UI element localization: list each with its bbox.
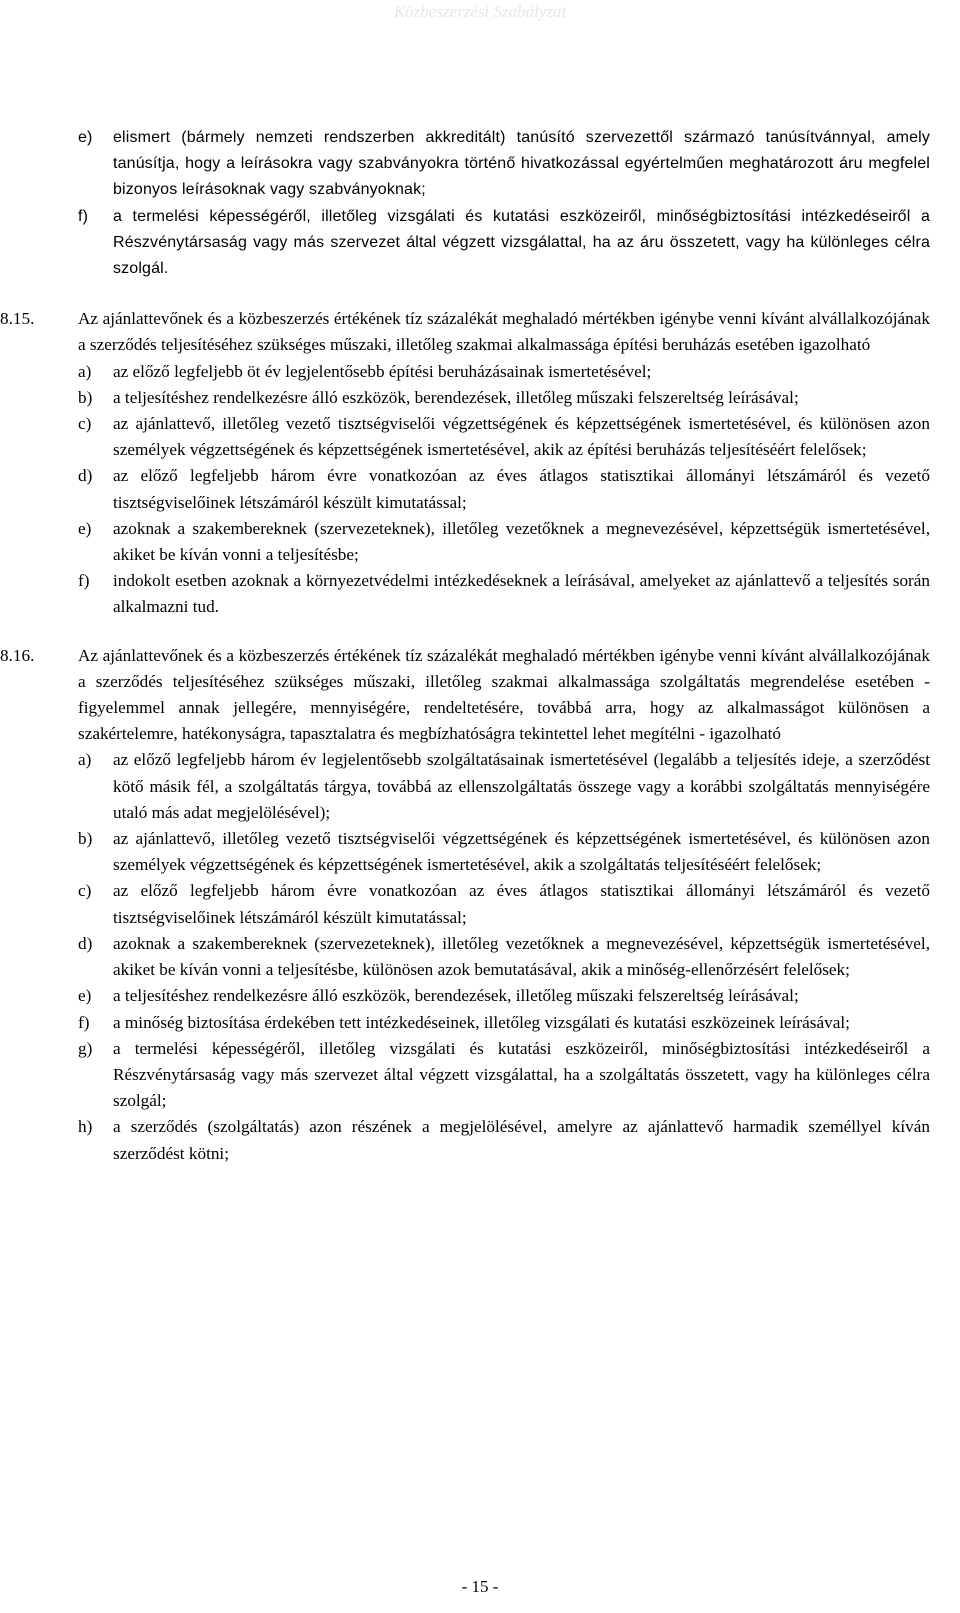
item-label: c): [78, 881, 92, 901]
section-number: 8.16.: [0, 645, 35, 665]
list-item: [78, 1036, 930, 1115]
section-intro: [0, 306, 930, 358]
list-item: [78, 125, 930, 204]
item-label: d): [78, 933, 93, 953]
item-text: az előző legfeljebb öt év legjelentősebb építési beruházásainak ismertetésével;: [113, 361, 652, 381]
item-label: g): [78, 1038, 93, 1058]
item-text: a teljesítéshez rendelkezésre álló eszközök, berendezések, illetőleg műszaki felszereltség leírásával;: [113, 387, 799, 407]
section-intro-text: Az ajánlattevőnek és a közbeszerzés értékének tíz százalékát meghaladó mértékben igénybe venni kívánt alvállalkozójának a szerződés teljesítéséhez szükséges műszaki, illetőleg szakmai alkalmassága szolgáltatás megrendelése esetében - figyelemmel annak jellegére, mennyiségére, rendeltetésére, továbbá arra, hogy az alkalmasságot különösen a szakértelemre, hatékonyságra, tapasztalatra és megbízhatóságra tekintettel lehet megítélni - igazolható: [78, 645, 930, 744]
item-label: f): [78, 207, 89, 225]
list-item: [78, 878, 930, 930]
list-item: [78, 826, 930, 878]
list-item: [78, 463, 930, 515]
list-item: [78, 747, 930, 826]
item-text: a szerződés (szolgáltatás) azon részének a megjelölésével, amelyre az ajánlattevő harmadik személlyel kíván szerződést kötni;: [113, 1117, 930, 1163]
list-item: [78, 1114, 930, 1166]
list-item: [78, 931, 930, 983]
item-label: b): [78, 829, 93, 849]
page-number: - 15 -: [461, 1577, 499, 1596]
list-item: [78, 204, 930, 283]
item-label: e): [78, 518, 92, 538]
continuation-list: [78, 125, 930, 282]
section-8-16: [0, 643, 930, 1167]
list-item: [78, 568, 930, 620]
item-text: az ajánlattevő, illetőleg vezető tisztségviselői végzettségének és képzettségének ismertetésével, és különösen azon személyek végzettségének és képzettségének ismertetésével, akik az építési beruházás teljesítéséért felelősek;: [113, 414, 930, 460]
section-8-15: [0, 306, 930, 620]
list-item: [78, 359, 930, 385]
item-text: a teljesítéshez rendelkezésre álló eszközök, berendezések, illetőleg műszaki felszereltség leírásával;: [113, 986, 799, 1006]
document-body: [0, 125, 930, 1167]
section-intro: [0, 643, 930, 748]
section-intro-text: Az ajánlattevőnek és a közbeszerzés értékének tíz százalékát meghaladó mértékben igénybe venni kívánt alvállalkozójának a szerződés teljesítéséhez szükséges műszaki, illetőleg szakmai alkalmassága építési beruházás esetében igazolható: [78, 309, 930, 355]
list-item: [78, 411, 930, 463]
item-text: azoknak a szakembereknek (szervezeteknek), illetőleg vezetőknek a megnevezésével, képzettségük ismertetésével, akiket be kíván vonni a teljesítésbe, különösen azok bemutatásával, akik a minőség-ellenőrzésért felelősek;: [113, 933, 930, 980]
item-text: a termelési képességéről, illetőleg vizsgálati és kutatási eszközeiről, minőségbiztosítási intézkedéseiről a Részvénytársaság vagy más szervezet által végzett vizsgálattal, ha az áru összetett, vagy ha különleges célra szolgál.: [113, 207, 930, 278]
item-text: indokolt esetben azoknak a környezetvédelmi intézkedéseknek a leírásával, amelyeket az ajánlattevő a teljesítés során alkalmazni tud.: [113, 571, 930, 617]
item-text: az ajánlattevő, illetőleg vezető tisztségviselői végzettségének és képzettségének ismertetésével, és különösen azon személyek végzettségének és képzettségének ismertetésével, akik a szolgáltatás teljesítéséért felelősek;: [113, 829, 930, 875]
item-label: h): [78, 1117, 93, 1137]
item-text: az előző legfeljebb három évre vonatkozóan az éves átlagos statisztikai állományi létszámáról és vezető tisztségviselőinek létszámáról készült kimutatással;: [113, 881, 930, 927]
item-label: e): [78, 129, 93, 146]
list-item: [78, 983, 930, 1009]
item-text: az előző legfeljebb három évre vonatkozóan az éves átlagos statisztikai állományi létszámáról és vezető tisztségviselőinek létszámáról készült kimutatással;: [113, 466, 930, 512]
list-item: [78, 385, 930, 411]
item-text: elismert (bármely nemzeti rendszerben akkreditált) tanúsító szervezettől származó tanúsítvánnyal, amely tanúsítja, hogy a leírásokra vagy szabványokra történő hivatkozással egyértelműen meghatározott áru megfelel bizonyos leírásoknak vagy szabványoknak;: [113, 129, 930, 199]
item-label: f): [78, 1012, 90, 1032]
item-label: c): [78, 414, 92, 434]
item-label: a): [78, 361, 92, 381]
item-text: azoknak a szakembereknek (szervezeteknek), illetőleg vezetőknek a megnevezésével, képzettségük ismertetésével, akiket be kíván vonni a teljesítésbe;: [113, 518, 930, 565]
item-label: a): [78, 750, 92, 770]
item-label: b): [78, 387, 93, 407]
item-label: d): [78, 466, 93, 486]
item-label: f): [78, 571, 90, 591]
item-text: a termelési képességéről, illetőleg vizsgálati és kutatási eszközeiről, minőségbiztosítási intézkedéseiről a Részvénytársaság vagy más szervezet által végzett vizsgálattal, ha a szolgáltatás összetett, vagy ha különleges célra szolgál;: [113, 1038, 930, 1111]
item-text: a minőség biztosítása érdekében tett intézkedéseinek, illetőleg vizsgálati és kutatási eszközeinek leírásával;: [113, 1012, 850, 1032]
section-number: 8.15.: [0, 309, 35, 329]
list-item: [78, 516, 930, 568]
item-label: e): [78, 986, 92, 1006]
list-item: [78, 1010, 930, 1036]
page-header: Közbeszerzési Szabályzat: [393, 2, 567, 21]
item-text: az előző legfeljebb három év legjelentősebb szolgáltatásainak ismertetésével (legalább a teljesítés ideje, a szerződést kötő másik fél, a szolgáltatás tárgya, továbbá az ellenszolgáltatás összege vagy a korábbi szolgáltatás mennyiségére utaló más adat megjelölésével);: [113, 750, 930, 822]
